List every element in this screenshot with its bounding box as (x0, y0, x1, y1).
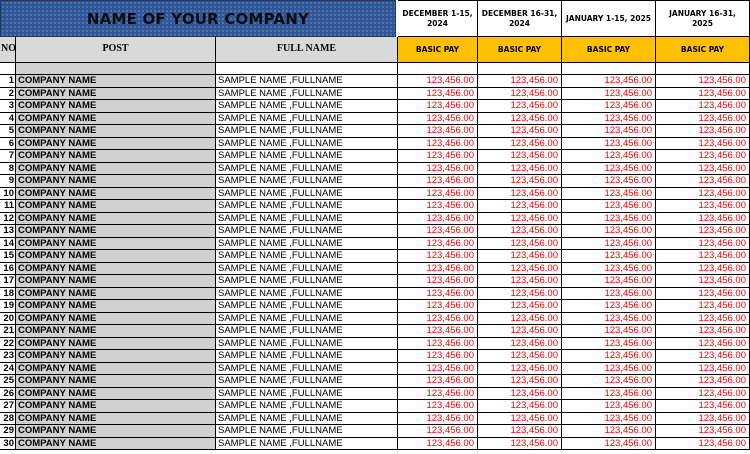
basic-pay-cell[interactable]: 123,456.00 (398, 138, 478, 151)
company-title-cell[interactable] (0, 0, 396, 37)
basic-pay-cell[interactable]: 123,456.00 (398, 163, 478, 176)
full-name-cell[interactable]: SAMPLE NAME ,FULLNAME (216, 138, 398, 151)
table-row (0, 388, 750, 401)
table-row (0, 213, 750, 226)
basic-pay-cell[interactable]: 123,456.00 (398, 188, 478, 201)
post-cell[interactable]: COMPANY NAME (16, 300, 216, 313)
full-name-cell[interactable]: SAMPLE NAME ,FULLNAME (216, 213, 398, 226)
post-cell[interactable]: COMPANY NAME (16, 75, 216, 88)
row-number-cell[interactable]: 11 (0, 200, 16, 213)
post-cell[interactable]: COMPANY NAME (16, 163, 216, 176)
basic-pay-cell[interactable]: 123,456.00 (398, 175, 478, 188)
basic-pay-cell[interactable]: 123,456.00 (562, 225, 656, 238)
full-name-cell[interactable]: SAMPLE NAME ,FULLNAME (216, 438, 398, 451)
basic-pay-cell[interactable]: 123,456.00 (562, 413, 656, 426)
table-row (0, 250, 750, 263)
basic-pay-cell[interactable]: 123,456.00 (656, 175, 750, 188)
full-name-cell[interactable]: SAMPLE NAME ,FULLNAME (216, 350, 398, 363)
table-row (0, 100, 750, 113)
post-cell[interactable]: COMPANY NAME (16, 388, 216, 401)
full-name-cell[interactable]: SAMPLE NAME ,FULLNAME (216, 275, 398, 288)
payroll-rows (0, 75, 750, 450)
basic-pay-cell[interactable]: 123,456.00 (478, 250, 562, 263)
post-cell[interactable]: COMPANY NAME (16, 100, 216, 113)
row-number-cell[interactable]: 22 (0, 338, 16, 351)
row-number-cell[interactable]: 21 (0, 325, 16, 338)
post-cell[interactable]: COMPANY NAME (16, 200, 216, 213)
post-cell[interactable]: COMPANY NAME (16, 325, 216, 338)
basic-pay-cell[interactable]: 123,456.00 (562, 175, 656, 188)
full-name-cell[interactable]: SAMPLE NAME ,FULLNAME (216, 250, 398, 263)
basic-pay-cell[interactable]: 123,456.00 (398, 125, 478, 138)
post-cell[interactable]: COMPANY NAME (16, 88, 216, 101)
period-header-2[interactable]: DECEMBER 16-31, 2024 (478, 0, 562, 37)
row-number-cell[interactable]: 29 (0, 425, 16, 438)
full-name-cell[interactable]: SAMPLE NAME ,FULLNAME (216, 313, 398, 326)
basic-pay-cell[interactable]: 123,456.00 (478, 400, 562, 413)
basic-pay-cell[interactable]: 123,456.00 (562, 100, 656, 113)
basic-pay-header-1[interactable]: BASIC PAY (398, 37, 478, 63)
basic-pay-cell[interactable]: 123,456.00 (562, 125, 656, 138)
full-name-cell[interactable]: SAMPLE NAME ,FULLNAME (216, 125, 398, 138)
full-name-cell[interactable]: SAMPLE NAME ,FULLNAME (216, 175, 398, 188)
basic-pay-cell[interactable]: 123,456.00 (656, 288, 750, 301)
column-header-full-name[interactable]: FULL NAME (216, 37, 398, 63)
basic-pay-cell[interactable]: 123,456.00 (398, 400, 478, 413)
post-cell[interactable]: COMPANY NAME (16, 225, 216, 238)
basic-pay-cell[interactable]: 123,456.00 (398, 263, 478, 276)
row-number-cell[interactable]: 27 (0, 400, 16, 413)
basic-pay-cell[interactable]: 123,456.00 (398, 413, 478, 426)
row-number-cell[interactable]: 4 (0, 113, 16, 126)
table-row (0, 188, 750, 201)
basic-pay-cell[interactable]: 123,456.00 (398, 113, 478, 126)
table-row (0, 313, 750, 326)
basic-pay-cell[interactable]: 123,456.00 (478, 188, 562, 201)
basic-pay-cell[interactable]: 123,456.00 (656, 200, 750, 213)
basic-pay-cell[interactable]: 123,456.00 (562, 325, 656, 338)
basic-pay-cell[interactable]: 123,456.00 (398, 100, 478, 113)
row-number-cell[interactable]: 23 (0, 350, 16, 363)
full-name-cell[interactable]: SAMPLE NAME ,FULLNAME (216, 225, 398, 238)
full-name-cell[interactable]: SAMPLE NAME ,FULLNAME (216, 413, 398, 426)
basic-pay-cell[interactable]: 123,456.00 (562, 438, 656, 451)
period-header-4[interactable]: JANUARY 16-31, 2025 (656, 0, 750, 37)
full-name-cell[interactable]: SAMPLE NAME ,FULLNAME (216, 200, 398, 213)
row-number-cell[interactable]: 28 (0, 413, 16, 426)
basic-pay-cell[interactable]: 123,456.00 (656, 338, 750, 351)
basic-pay-cell[interactable]: 123,456.00 (478, 150, 562, 163)
basic-pay-cell[interactable]: 123,456.00 (398, 200, 478, 213)
basic-pay-cell[interactable]: 123,456.00 (656, 350, 750, 363)
basic-pay-cell[interactable]: 123,456.00 (478, 375, 562, 388)
blank-cell[interactable] (398, 63, 478, 75)
post-cell[interactable]: COMPANY NAME (16, 250, 216, 263)
table-row (0, 350, 750, 363)
basic-pay-cell[interactable]: 123,456.00 (656, 263, 750, 276)
table-row (0, 375, 750, 388)
column-header-post[interactable]: POST (16, 37, 216, 63)
full-name-cell[interactable]: SAMPLE NAME ,FULLNAME (216, 100, 398, 113)
basic-pay-cell[interactable]: 123,456.00 (656, 300, 750, 313)
post-cell[interactable]: COMPANY NAME (16, 288, 216, 301)
basic-pay-cell[interactable]: 123,456.00 (656, 163, 750, 176)
row-number-cell[interactable]: 12 (0, 213, 16, 226)
post-cell[interactable]: COMPANY NAME (16, 375, 216, 388)
row-number-cell[interactable]: 2 (0, 88, 16, 101)
basic-pay-cell[interactable]: 123,456.00 (478, 88, 562, 101)
basic-pay-cell[interactable]: 123,456.00 (478, 338, 562, 351)
company-title: NAME OF YOUR COMPANY (86, 9, 310, 28)
basic-pay-cell[interactable]: 123,456.00 (398, 313, 478, 326)
blank-cell[interactable] (562, 63, 656, 75)
basic-pay-cell[interactable]: 123,456.00 (562, 338, 656, 351)
row-number-cell[interactable]: 19 (0, 300, 16, 313)
basic-pay-cell[interactable]: 123,456.00 (478, 275, 562, 288)
table-row (0, 363, 750, 376)
table-row (0, 413, 750, 426)
row-number-cell[interactable]: 3 (0, 100, 16, 113)
row-number-cell[interactable]: 30 (0, 438, 16, 451)
row-number-cell[interactable]: 17 (0, 275, 16, 288)
basic-pay-cell[interactable]: 123,456.00 (562, 275, 656, 288)
post-cell[interactable]: COMPANY NAME (16, 263, 216, 276)
basic-pay-cell[interactable]: 123,456.00 (562, 288, 656, 301)
table-row (0, 300, 750, 313)
table-row (0, 163, 750, 176)
full-name-cell[interactable]: SAMPLE NAME ,FULLNAME (216, 238, 398, 251)
table-row (0, 425, 750, 438)
basic-pay-cell[interactable]: 123,456.00 (656, 213, 750, 226)
basic-pay-cell[interactable]: 123,456.00 (656, 188, 750, 201)
basic-pay-cell[interactable]: 123,456.00 (656, 313, 750, 326)
basic-pay-cell[interactable]: 123,456.00 (562, 350, 656, 363)
row-number-cell[interactable]: 9 (0, 175, 16, 188)
full-name-cell[interactable]: SAMPLE NAME ,FULLNAME (216, 363, 398, 376)
basic-pay-cell[interactable]: 123,456.00 (562, 300, 656, 313)
full-name-cell[interactable]: SAMPLE NAME ,FULLNAME (216, 388, 398, 401)
basic-pay-cell[interactable]: 123,456.00 (398, 438, 478, 451)
basic-pay-cell[interactable]: 123,456.00 (562, 138, 656, 151)
basic-pay-cell[interactable]: 123,456.00 (656, 238, 750, 251)
table-row (0, 150, 750, 163)
row-number-cell[interactable]: 24 (0, 363, 16, 376)
post-cell[interactable]: COMPANY NAME (16, 313, 216, 326)
post-cell[interactable]: COMPANY NAME (16, 113, 216, 126)
full-name-cell[interactable]: SAMPLE NAME ,FULLNAME (216, 300, 398, 313)
basic-pay-cell[interactable]: 123,456.00 (478, 238, 562, 251)
full-name-cell[interactable]: SAMPLE NAME ,FULLNAME (216, 113, 398, 126)
post-cell[interactable]: COMPANY NAME (16, 338, 216, 351)
basic-pay-cell[interactable]: 123,456.00 (656, 375, 750, 388)
post-cell[interactable]: COMPANY NAME (16, 150, 216, 163)
basic-pay-cell[interactable]: 123,456.00 (398, 238, 478, 251)
basic-pay-cell[interactable]: 123,456.00 (562, 375, 656, 388)
basic-pay-cell[interactable]: 123,456.00 (562, 250, 656, 263)
row-number-cell[interactable]: 10 (0, 188, 16, 201)
row-number-cell[interactable]: 26 (0, 388, 16, 401)
table-row (0, 175, 750, 188)
basic-pay-header-3[interactable]: BASIC PAY (562, 37, 656, 63)
basic-pay-cell[interactable]: 123,456.00 (398, 300, 478, 313)
post-cell[interactable]: COMPANY NAME (16, 238, 216, 251)
row-number-cell[interactable]: 8 (0, 163, 16, 176)
basic-pay-cell[interactable]: 123,456.00 (562, 88, 656, 101)
table-row (0, 88, 750, 101)
row-number-cell[interactable]: 18 (0, 288, 16, 301)
basic-pay-cell[interactable]: 123,456.00 (656, 388, 750, 401)
basic-pay-cell[interactable]: 123,456.00 (656, 413, 750, 426)
basic-pay-cell[interactable]: 123,456.00 (562, 388, 656, 401)
basic-pay-cell[interactable]: 123,456.00 (398, 363, 478, 376)
full-name-cell[interactable]: SAMPLE NAME ,FULLNAME (216, 338, 398, 351)
basic-pay-cell[interactable]: 123,456.00 (562, 238, 656, 251)
basic-pay-cell[interactable]: 123,456.00 (656, 425, 750, 438)
row-number-cell[interactable]: 20 (0, 313, 16, 326)
blank-cell[interactable] (216, 63, 398, 75)
basic-pay-cell[interactable]: 123,456.00 (478, 113, 562, 126)
basic-pay-cell[interactable]: 123,456.00 (656, 125, 750, 138)
basic-pay-cell[interactable]: 123,456.00 (478, 163, 562, 176)
full-name-cell[interactable]: SAMPLE NAME ,FULLNAME (216, 188, 398, 201)
basic-pay-cell[interactable]: 123,456.00 (478, 225, 562, 238)
blank-cell[interactable] (0, 63, 16, 75)
basic-pay-cell[interactable]: 123,456.00 (398, 88, 478, 101)
basic-pay-cell[interactable]: 123,456.00 (478, 200, 562, 213)
post-cell[interactable]: COMPANY NAME (16, 438, 216, 451)
basic-pay-cell[interactable]: 123,456.00 (398, 213, 478, 226)
basic-pay-cell[interactable]: 123,456.00 (398, 75, 478, 88)
column-header-no[interactable]: NO (0, 37, 16, 63)
row-number-cell[interactable]: 5 (0, 125, 16, 138)
basic-pay-cell[interactable]: 123,456.00 (478, 325, 562, 338)
basic-pay-cell[interactable]: 123,456.00 (656, 150, 750, 163)
table-row (0, 275, 750, 288)
row-number-cell[interactable]: 6 (0, 138, 16, 151)
basic-pay-cell[interactable]: 123,456.00 (398, 325, 478, 338)
post-cell[interactable]: COMPANY NAME (16, 175, 216, 188)
basic-pay-cell[interactable]: 123,456.00 (478, 438, 562, 451)
post-cell[interactable]: COMPANY NAME (16, 275, 216, 288)
post-cell[interactable]: COMPANY NAME (16, 363, 216, 376)
row-number-cell[interactable]: 25 (0, 375, 16, 388)
table-row (0, 400, 750, 413)
basic-pay-cell[interactable]: 123,456.00 (398, 225, 478, 238)
table-row (0, 325, 750, 338)
basic-pay-cell[interactable]: 123,456.00 (562, 150, 656, 163)
table-row (0, 263, 750, 276)
blank-cell[interactable] (478, 63, 562, 75)
table-row (0, 125, 750, 138)
basic-pay-cell[interactable]: 123,456.00 (478, 300, 562, 313)
basic-pay-cell[interactable]: 123,456.00 (478, 213, 562, 226)
post-cell[interactable]: COMPANY NAME (16, 413, 216, 426)
basic-pay-cell[interactable]: 123,456.00 (478, 288, 562, 301)
row-number-cell[interactable]: 15 (0, 250, 16, 263)
basic-pay-cell[interactable]: 123,456.00 (398, 425, 478, 438)
basic-pay-cell[interactable]: 123,456.00 (398, 388, 478, 401)
row-number-cell[interactable]: 14 (0, 238, 16, 251)
table-row (0, 75, 750, 88)
basic-pay-cell[interactable]: 123,456.00 (398, 375, 478, 388)
blank-cell[interactable] (16, 63, 216, 75)
basic-pay-cell[interactable]: 123,456.00 (478, 100, 562, 113)
basic-pay-cell[interactable]: 123,456.00 (656, 438, 750, 451)
basic-pay-cell[interactable]: 123,456.00 (656, 250, 750, 263)
post-cell[interactable]: COMPANY NAME (16, 125, 216, 138)
basic-pay-cell[interactable]: 123,456.00 (398, 275, 478, 288)
table-row (0, 338, 750, 351)
row-number-cell[interactable]: 13 (0, 225, 16, 238)
post-cell[interactable]: COMPANY NAME (16, 213, 216, 226)
full-name-cell[interactable]: SAMPLE NAME ,FULLNAME (216, 425, 398, 438)
basic-pay-cell[interactable]: 123,456.00 (398, 350, 478, 363)
basic-pay-cell[interactable]: 123,456.00 (656, 138, 750, 151)
basic-pay-cell[interactable]: 123,456.00 (478, 350, 562, 363)
basic-pay-header-2[interactable]: BASIC PAY (478, 37, 562, 63)
post-cell[interactable]: COMPANY NAME (16, 350, 216, 363)
basic-pay-cell[interactable]: 123,456.00 (562, 188, 656, 201)
basic-pay-cell[interactable]: 123,456.00 (478, 175, 562, 188)
basic-pay-cell[interactable]: 123,456.00 (478, 125, 562, 138)
row-number-cell[interactable]: 16 (0, 263, 16, 276)
basic-pay-cell[interactable]: 123,456.00 (478, 363, 562, 376)
full-name-cell[interactable]: SAMPLE NAME ,FULLNAME (216, 163, 398, 176)
basic-pay-header-4[interactable]: BASIC PAY (656, 37, 750, 63)
basic-pay-cell[interactable]: 123,456.00 (562, 200, 656, 213)
post-cell[interactable]: COMPANY NAME (16, 188, 216, 201)
full-name-cell[interactable]: SAMPLE NAME ,FULLNAME (216, 288, 398, 301)
full-name-cell[interactable]: SAMPLE NAME ,FULLNAME (216, 400, 398, 413)
basic-pay-cell[interactable]: 123,456.00 (656, 363, 750, 376)
basic-pay-cell[interactable]: 123,456.00 (562, 75, 656, 88)
basic-pay-cell[interactable]: 123,456.00 (656, 113, 750, 126)
table-row (0, 113, 750, 126)
basic-pay-cell[interactable]: 123,456.00 (656, 88, 750, 101)
basic-pay-cell[interactable]: 123,456.00 (562, 163, 656, 176)
basic-pay-cell[interactable]: 123,456.00 (562, 363, 656, 376)
basic-pay-cell[interactable]: 123,456.00 (562, 263, 656, 276)
full-name-cell[interactable]: SAMPLE NAME ,FULLNAME (216, 88, 398, 101)
basic-pay-cell[interactable]: 123,456.00 (478, 425, 562, 438)
basic-pay-cell[interactable]: 123,456.00 (478, 313, 562, 326)
table-row (0, 138, 750, 151)
basic-pay-cell[interactable]: 123,456.00 (562, 113, 656, 126)
row-number-cell[interactable]: 1 (0, 75, 16, 88)
post-cell[interactable]: COMPANY NAME (16, 138, 216, 151)
row-number-cell[interactable]: 7 (0, 150, 16, 163)
full-name-cell[interactable]: SAMPLE NAME ,FULLNAME (216, 375, 398, 388)
basic-pay-cell[interactable]: 123,456.00 (656, 325, 750, 338)
full-name-cell[interactable]: SAMPLE NAME ,FULLNAME (216, 150, 398, 163)
basic-pay-cell[interactable]: 123,456.00 (656, 100, 750, 113)
basic-pay-cell[interactable]: 123,456.00 (656, 75, 750, 88)
basic-pay-cell[interactable]: 123,456.00 (656, 400, 750, 413)
table-row (0, 438, 750, 451)
basic-pay-cell[interactable]: 123,456.00 (562, 425, 656, 438)
table-row (0, 200, 750, 213)
post-cell[interactable]: COMPANY NAME (16, 400, 216, 413)
basic-pay-cell[interactable]: 123,456.00 (478, 413, 562, 426)
table-row (0, 238, 750, 251)
basic-pay-cell[interactable]: 123,456.00 (656, 275, 750, 288)
period-header-1[interactable]: DECEMBER 1-15, 2024 (398, 0, 478, 37)
full-name-cell[interactable]: SAMPLE NAME ,FULLNAME (216, 325, 398, 338)
basic-pay-cell[interactable]: 123,456.00 (398, 250, 478, 263)
full-name-cell[interactable]: SAMPLE NAME ,FULLNAME (216, 263, 398, 276)
basic-pay-cell[interactable]: 123,456.00 (398, 288, 478, 301)
table-row (0, 288, 750, 301)
basic-pay-cell[interactable]: 123,456.00 (562, 213, 656, 226)
blank-cell[interactable] (656, 63, 750, 75)
basic-pay-cell[interactable]: 123,456.00 (478, 138, 562, 151)
post-cell[interactable]: COMPANY NAME (16, 425, 216, 438)
basic-pay-cell[interactable]: 123,456.00 (398, 338, 478, 351)
full-name-cell[interactable]: SAMPLE NAME ,FULLNAME (216, 75, 398, 88)
basic-pay-cell[interactable]: 123,456.00 (398, 150, 478, 163)
table-row (0, 225, 750, 238)
period-header-3[interactable]: JANUARY 1-15, 2025 (562, 0, 656, 37)
basic-pay-cell[interactable]: 123,456.00 (562, 400, 656, 413)
basic-pay-cell[interactable]: 123,456.00 (562, 313, 656, 326)
basic-pay-cell[interactable]: 123,456.00 (656, 225, 750, 238)
basic-pay-cell[interactable]: 123,456.00 (478, 263, 562, 276)
basic-pay-cell[interactable]: 123,456.00 (478, 75, 562, 88)
basic-pay-cell[interactable]: 123,456.00 (478, 388, 562, 401)
